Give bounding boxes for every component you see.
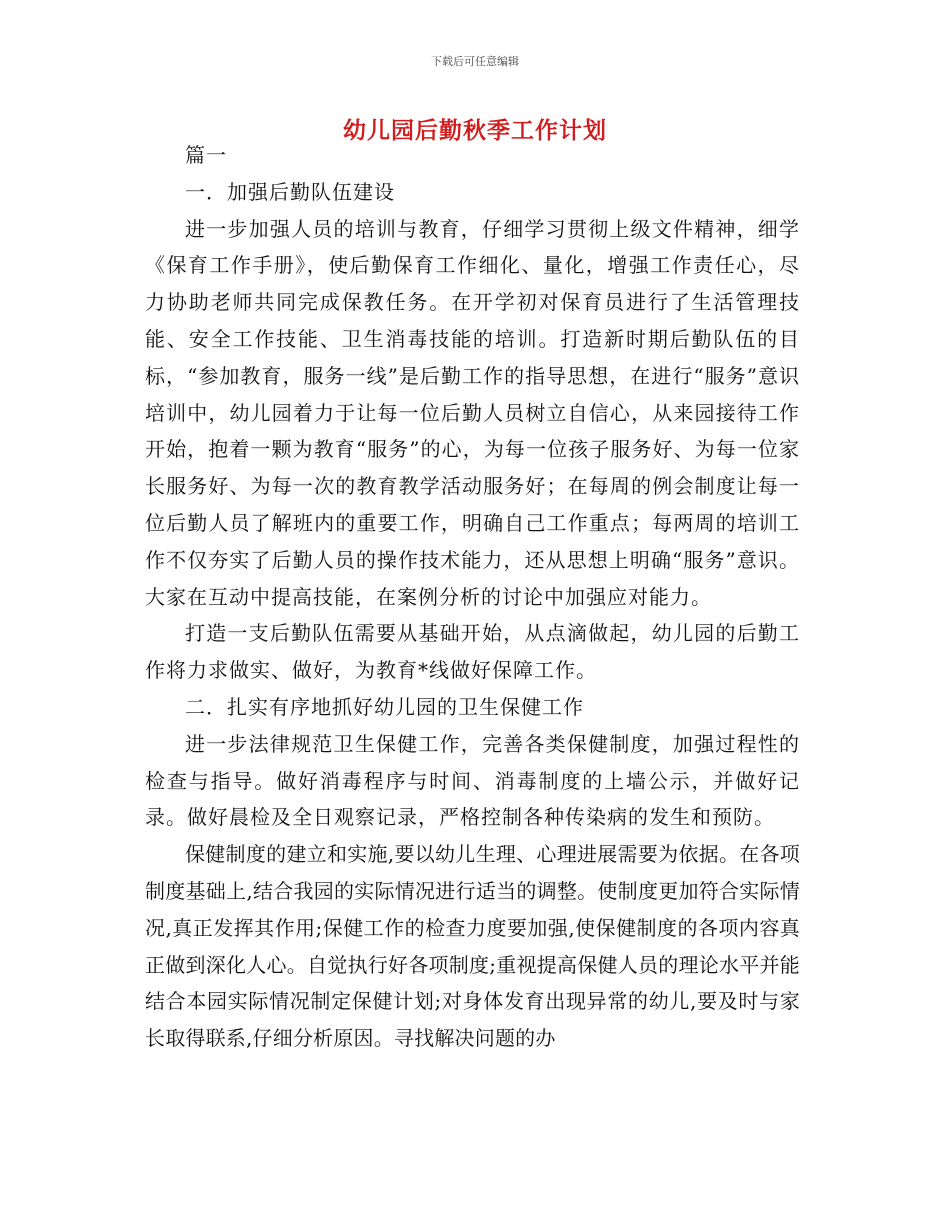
section-heading-1: 一．加强后勤队伍建设 — [185, 179, 395, 204]
page-header-note: 下载后可任意编辑 — [431, 55, 519, 68]
paragraph-3: 进一步法律规范卫生保健工作，完善各类保健制度，加强过程性的检查与指导。做好消毒程序与时间、消毒制度的上墙公示，并做好记录。做好晨检及全日观察记录，严格控制各种传染病的发生和预防。 — [145, 731, 800, 830]
paragraph-2: 打造一支后勤队伍需要从基础开始，从点滴做起，幼儿园的后勤工作将力求做实、做好，为教育*线做好保障工作。 — [145, 621, 800, 683]
paragraph-1: 进一步加强人员的培训与教育，仔细学习贯彻上级文件精神，细学《保育工作手册》，使后勤保育工作细化、量化，增强工作责任心，尽力协助老师共同完成保教任务。在开学初对保育员进行了生活管理技能、安全工作技能、卫生消毒技能的培训。打造新时期后勤队伍的目标，“参加教育，服务一线”是后勤工作的指导思想，在进行“服务”意识培训中，幼儿园着力于让每一位后勤人员树立自信心，从来园接待工作开始，抱着一颗为教育“服务”的心，为每一位孩子服务好、为每一位家长服务好、为每一次的教育教学活动服务好；在每周的例会制度让每一位后勤人员了解班内的重要工作，明确自己工作重点；每两周的培训工作不仅夯实了后勤人员的操作技术能力，还从思想上明确“服务”意识。大家在互动中提高技能，在案例分析的讨论中加强应对能力。 — [145, 216, 800, 609]
document-title: 幼儿园后勤秋季工作计划 — [343, 117, 607, 144]
section-heading-2: 二．扎实有序地抓好幼儿园的卫生保健工作 — [185, 694, 584, 719]
document-body — [145, 137, 800, 1057]
section-label: 篇一 — [185, 143, 227, 167]
paragraph-4: 保健制度的建立和实施,要以幼儿生理、心理进展需要为依据。在各项制度基础上,结合我园的实际情况进行适当的调整。使制度更加符合实际情况,真正发挥其作用;保健工作的检查力度要加强,使保健制度的各项内容真正做到深化人心。自觉执行好各项制度;重视提高保健人员的理论水平并能结合本园实际情况制定保健计划;对身体发育出现异常的幼儿,要及时与家长取得联系,仔细分析原因。寻找解决问题的办 — [145, 842, 800, 1051]
